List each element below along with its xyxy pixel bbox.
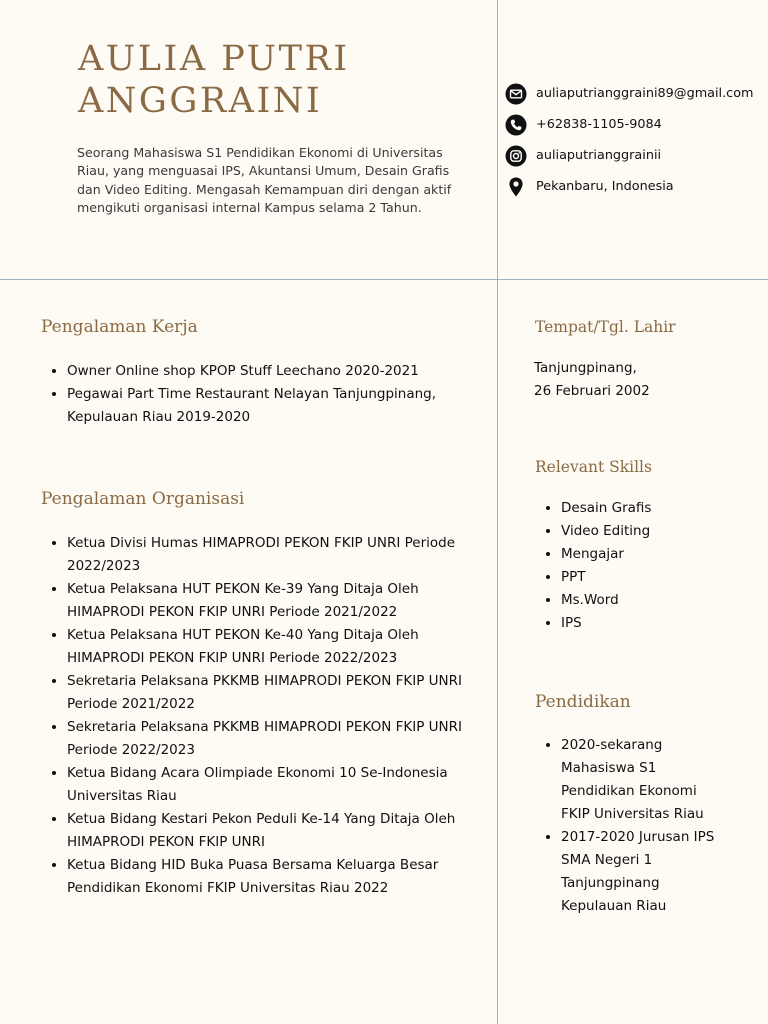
organization-list [41,532,467,900]
list-item: • Video Editing [561,520,768,543]
phone-text: +62838-1105-9084 [536,117,662,132]
profile-summary: Seorang Mahasiswa S1 Pendidikan Ekonomi di Universitas Riau, yang menguasai IPS, Akuntansi Umum, Desain Grafis dan Video Editing. Mengasah Kemampuan diri dengan aktif mengikuti organisasi internal Kampus selama 2 Tahun. [77,145,452,216]
list-item: • Mengajar [561,543,768,566]
list-item: • 2020-sekarang Mahasiswa S1 Pendidikan Ekonomi FKIP Universitas Riau [561,734,716,826]
contact-instagram[interactable] [505,140,754,171]
location-text: Pekanbaru, Indonesia [536,179,674,194]
list-item: • 2017-2020 Jurusan IPS SMA Negeri 1 Tanjungpinang Kepulauan Riau [561,826,716,918]
contact-list [505,78,754,202]
list-item: • Ketua Bidang HID Buka Puasa Bersama Keluarga Besar Pendidikan Ekonomi FKIP Universitas Riau 2022 [67,854,467,900]
list-item: • PPT [561,566,768,589]
list-item: • Ketua Bidang Kestari Pekon Peduli Ke-14 Yang Ditaja Oleh HIMAPRODI PEKON FKIP UNRI [67,808,467,854]
list-item: • Sekretaria Pelaksana PKKMB HIMAPRODI PEKON FKIP UNRI Periode 2021/2022 [67,670,467,716]
list-item: • Sekretaria Pelaksana PKKMB HIMAPRODI PEKON FKIP UNRI Periode 2022/2023 [67,716,467,762]
contact-phone[interactable] [505,109,754,140]
horizontal-divider [0,279,768,280]
list-item: • Ketua Bidang Acara Olimpiade Ekonomi 10 Se-Indonesia Universitas Riau [67,762,467,808]
name-line-1: AULIA PUTRI [78,39,350,79]
organization-heading: Pengalaman Organisasi [41,489,245,509]
birth-date: 26 Februari 2002 [534,383,650,399]
list-item: • Ketua Pelaksana HUT PEKON Ke-39 Yang Ditaja Oleh HIMAPRODI PEKON FKIP UNRI Periode 2021/2022 [67,578,467,624]
education-list [535,734,716,918]
email-text: auliaputrianggraini89@gmail.com [536,86,754,101]
location-pin-icon [505,176,527,198]
list-item: • IPS [561,612,768,635]
birth-heading: Tempat/Tgl. Lahir [535,318,676,336]
list-item: • Ms.Word [561,589,768,612]
list-item: • Ketua Pelaksana HUT PEKON Ke-40 Yang Ditaja Oleh HIMAPRODI PEKON FKIP UNRI Periode 2022/2023 [67,624,467,670]
email-icon [505,83,527,105]
work-experience-list [41,360,487,429]
contact-location [505,171,754,202]
list-item: • Ketua Divisi Humas HIMAPRODI PEKON FKIP UNRI Periode 2022/2023 [67,532,467,578]
vertical-divider [497,0,498,1024]
skills-list [535,497,768,635]
work-experience-heading: Pengalaman Kerja [41,317,198,337]
list-item: • Pegawai Part Time Restaurant Nelayan Tanjungpinang, Kepulauan Riau 2019-2020 [67,383,487,429]
birth-info [534,357,650,403]
contact-email[interactable] [505,78,754,109]
instagram-text: auliaputrianggrainii [536,148,662,163]
instagram-icon [505,145,527,167]
name-line-2: ANGGRAINI [78,81,323,121]
resume-name [78,38,478,122]
list-item: • Owner Online shop KPOP Stuff Leechano 2020-2021 [67,360,487,383]
skills-heading: Relevant Skills [535,458,652,476]
birth-place: Tanjungpinang, [534,360,637,376]
phone-icon [505,114,527,136]
list-item: • Desain Grafis [561,497,768,520]
education-heading: Pendidikan [535,692,631,712]
